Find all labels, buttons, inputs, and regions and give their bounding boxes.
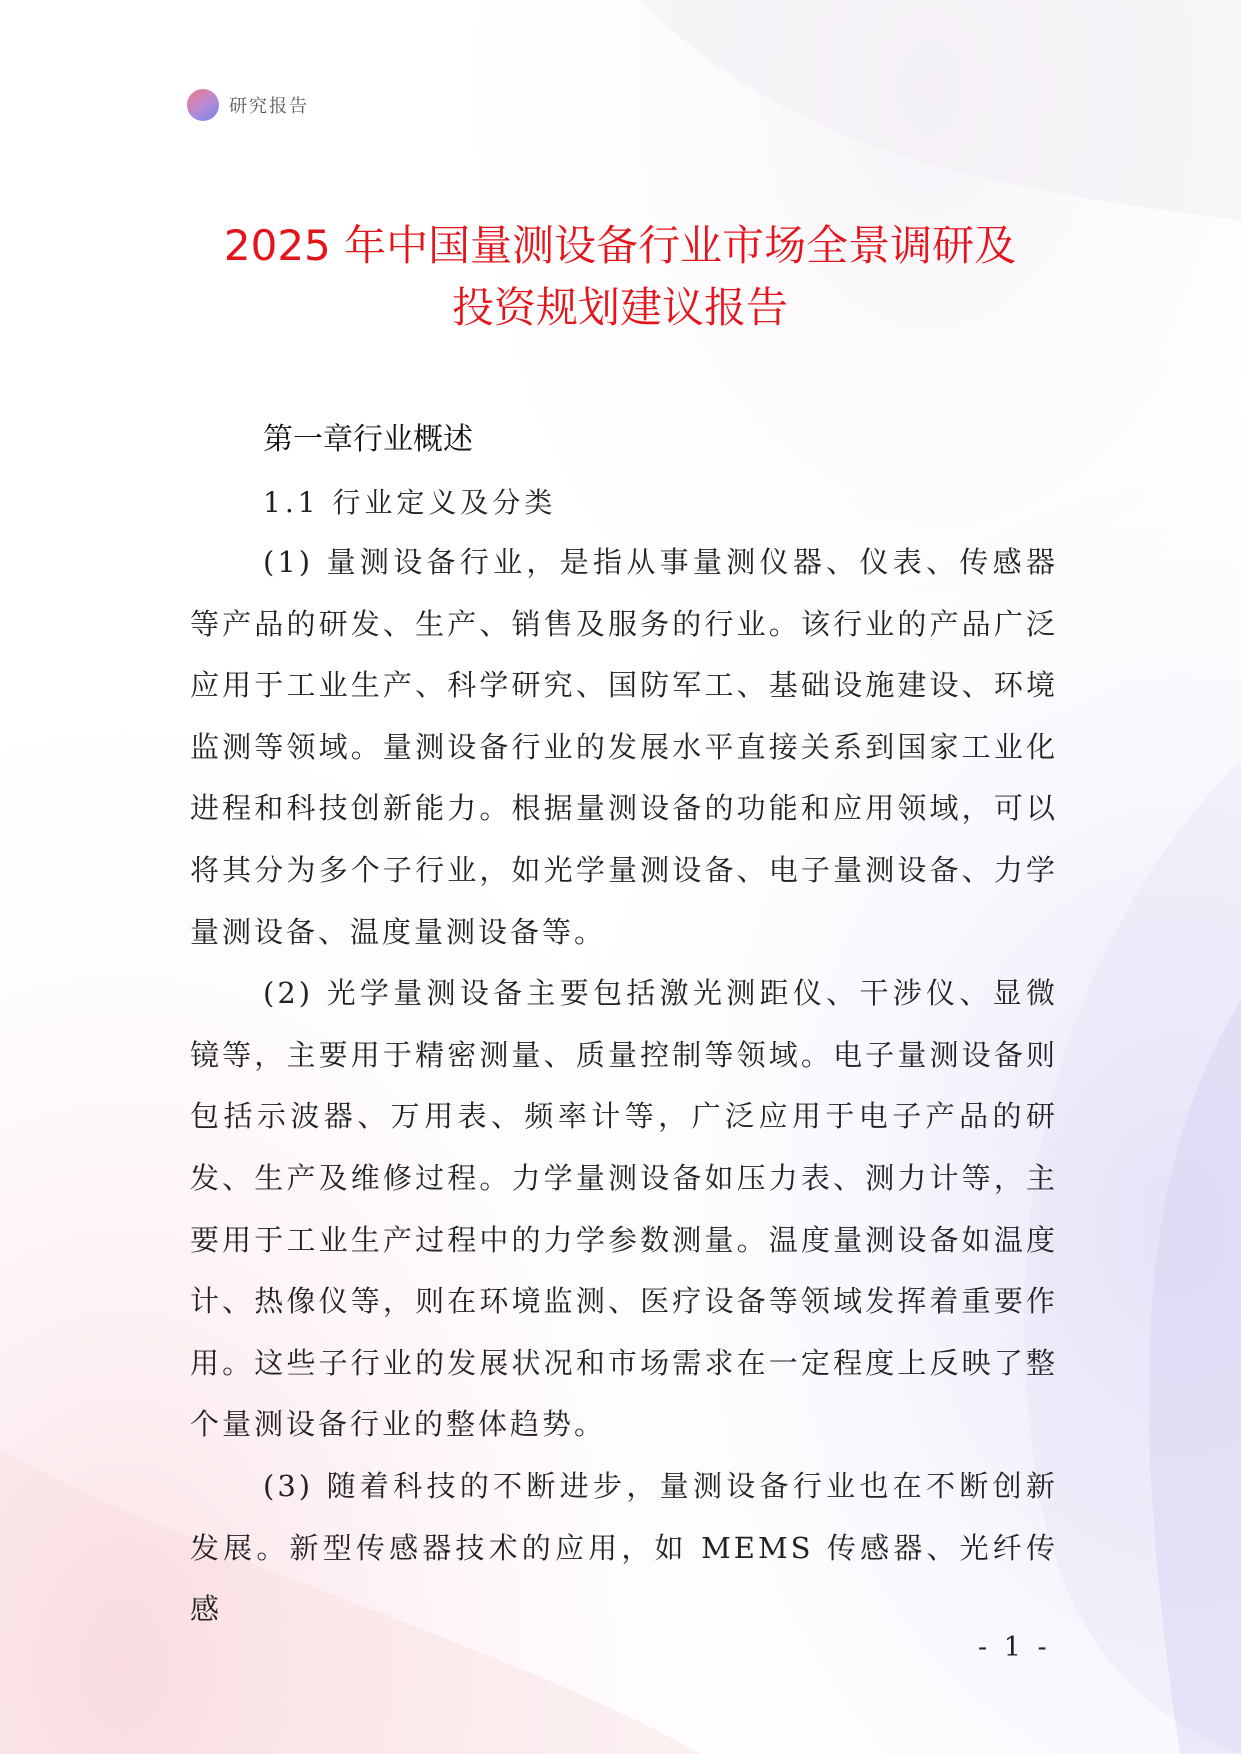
paragraph-3: (3) 随着科技的不断进步，量测设备行业也在不断创新发展。新型传感器技术的应用，如 MEMS 传感器、光纤传感 (190, 1468, 1058, 1627)
header-label: 研究报告 (229, 96, 309, 117)
report-logo-icon (187, 89, 219, 121)
report-title-line-2: 投资规划建议报告 (451, 283, 788, 332)
body-text (190, 532, 1058, 1641)
section-heading: 1.1 行业定义及分类 (263, 486, 557, 519)
report-title-line-1: 2025 年中国量测设备行业市场全景调研及 (223, 221, 1017, 270)
report-title (120, 215, 1120, 339)
paragraph-2: (2) 光学量测设备主要包括激光测距仪、干涉仪、显微镜等，主要用于精密测量、质量控制等领域。电子量测设备则包括示波器、万用表、频率计等，广泛应用于电子产品的研发、生产及维修过程。力学量测设备如压力表、测力计等，主要用于工业生产过程中的力学参数测量。温度量测设备如温度计、热像仪等，则在环境监测、医疗设备等领域发挥着重要作用。这些子行业的发展状况和市场需求在一定程度上反映了整个量测设备行业的整体趋势。 (190, 976, 1058, 1442)
report-header (187, 89, 309, 121)
paragraph-1: (1) 量测设备行业，是指从事量测仪器、仪表、传感器等产品的研发、生产、销售及服务的行业。该行业的产品广泛应用于工业生产、科学研究、国防军工、基础设施建设、环境监测等领域。量测设备行业的发展水平直接关系到国家工业化进程和科技创新能力。根据量测设备的功能和应用领域，可以将其分为多个子行业，如光学量测设备、电子量测设备、力学量测设备、温度量测设备等。 (190, 545, 1058, 949)
chapter-heading: 第一章行业概述 (263, 422, 473, 457)
page-number: - 1 - (978, 1632, 1051, 1663)
